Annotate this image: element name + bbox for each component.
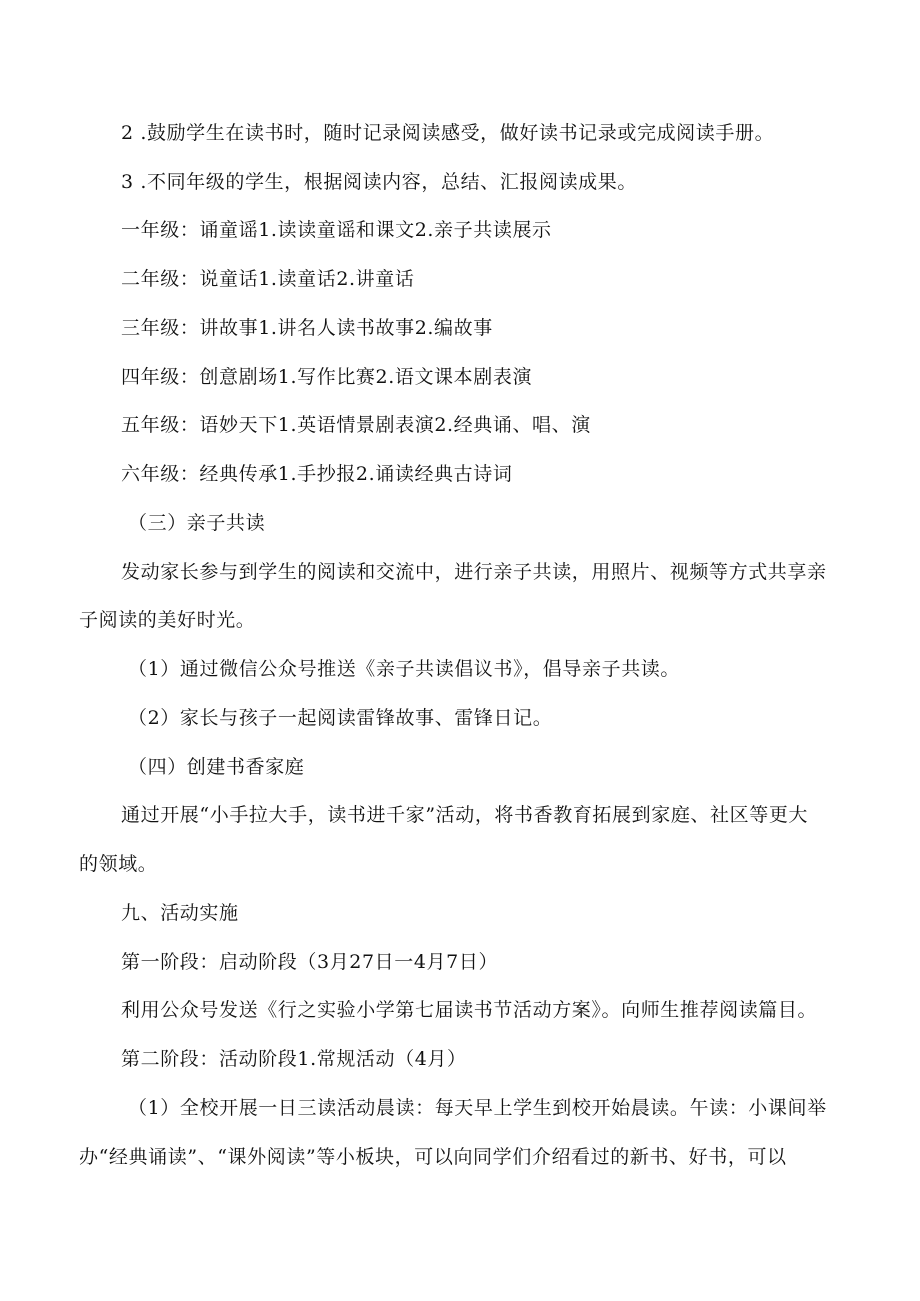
section-heading-implementation: 九、活动实施 — [121, 902, 239, 924]
paragraph-line-encourage-notes: 2 .鼓励学生在读书时，随时记录阅读感受，做好读书记录或完成阅读手册。 — [121, 122, 775, 144]
paragraph-line-activity-expand: 通过开展“小手拉大手，读书进千家”活动，将书香教育拓展到家庭、社区等更大 — [121, 804, 809, 826]
stage-two-heading: 第二阶段：活动阶段1.常规活动（4月） — [121, 1048, 467, 1070]
paragraph-line-parents-participate: 发动家长参与到学生的阅读和交流中，进行亲子共读，用照片、视频等方式共享亲 — [121, 561, 827, 583]
grade-four-line: 四年级：创意剧场1.写作比赛2.语文课本剧表演 — [121, 366, 533, 388]
list-item-three-reads: （1）全校开展一日三读活动晨读：每天早上学生到校开始晨读。午读：小课间举 — [128, 1097, 827, 1119]
grade-one-line: 一年级：诵童谣1.读读童谣和课文2.亲子共读展示 — [121, 219, 552, 241]
paragraph-line-continuation: 办“经典诵读”、“课外阅读”等小板块，可以向同学们介绍看过的新书、好书，可以 — [79, 1146, 787, 1168]
paragraph-line-report-results: 3 .不同年级的学生，根据阅读内容，总结、汇报阅读成果。 — [121, 171, 637, 193]
grade-three-line: 三年级：讲故事1.讲名人读书故事2.编故事 — [121, 317, 493, 339]
list-item-wechat-push: （1）通过微信公众号推送《亲子共读倡议书》，倡导亲子共读。 — [128, 658, 680, 680]
paragraph-line-publish-plan: 利用公众号发送《行之实验小学第七届读书节活动方案》。向师生推荐阅读篇目。 — [121, 999, 818, 1021]
section-heading-book-family: （四）创建书香家庭 — [128, 756, 305, 778]
grade-five-line: 五年级：语妙天下1.英语情景剧表演2.经典诵、唱、演 — [121, 414, 591, 436]
grade-two-line: 二年级：说童话1.读童话2.讲童话 — [121, 268, 415, 290]
stage-one-heading: 第一阶段：启动阶段（3月27日一4月7日） — [121, 951, 499, 973]
paragraph-line-continuation: 子阅读的美好时光。 — [79, 609, 256, 631]
section-heading-parent-child-reading: （三）亲子共读 — [128, 512, 266, 534]
grade-six-line: 六年级：经典传承1.手抄报2.诵读经典古诗词 — [121, 463, 513, 485]
paragraph-line-continuation: 的领域。 — [79, 853, 158, 875]
list-item-lei-feng: （2）家长与孩子一起阅读雷锋故事、雷锋日记。 — [128, 707, 553, 729]
